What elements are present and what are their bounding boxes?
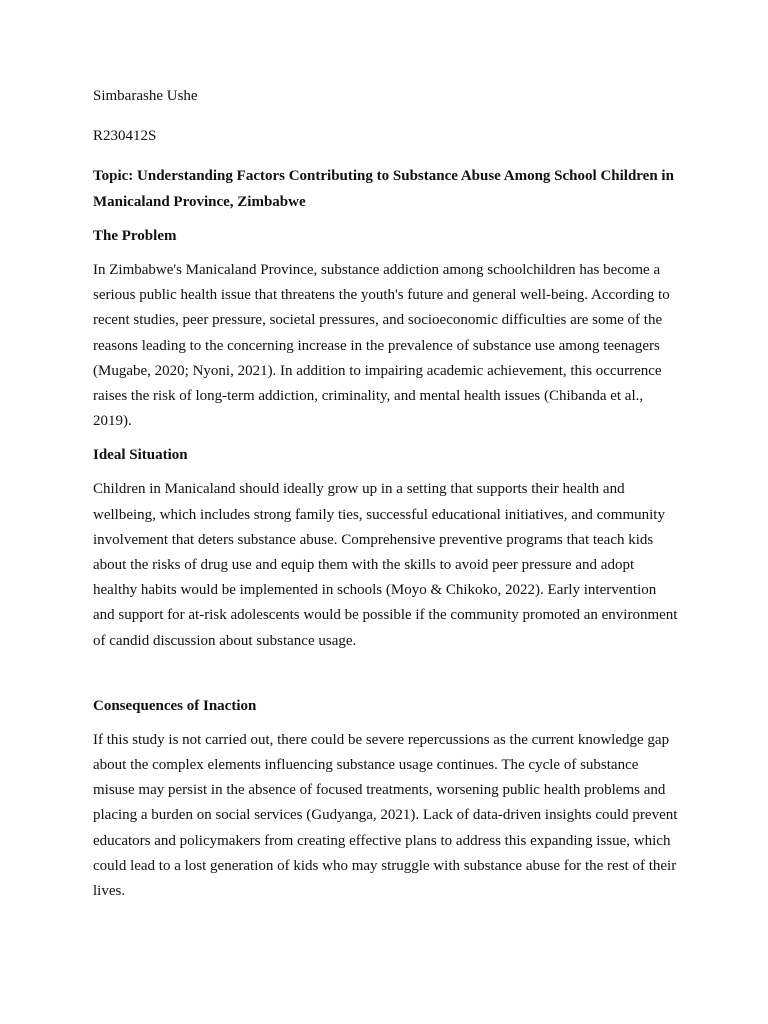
- author-name: Simbarashe Ushe: [93, 88, 198, 104]
- student-id: R230412S: [93, 128, 157, 144]
- section-body-ideal-situation: Children in Manicaland should ideally grow up in a setting that supports their health and wellbeing, which includes strong family ties, successful educational initiatives, and community involvement that deters substance abuse. Comprehensive preventive programs that teach kids about the risks of drug use and equip them with the skills to avoid peer pressure and adopt healthy habits would be implemented in schools (Moyo & Chikoko, 2022). Early intervention and support for at-risk adolescents would be possible if the community promoted an environment of candid discussion about substance usage.: [93, 481, 678, 649]
- section-heading-ideal-situation: Ideal Situation: [93, 447, 188, 464]
- topic-title: Topic: Understanding Factors Contributing to Substance Abuse Among School Children in Manicaland Province, Zimbabwe: [93, 168, 674, 210]
- section-body-consequences: If this study is not carried out, there could be severe repercussions as the current knowledge gap about the complex elements influencing substance usage continues. The cycle of substance misuse may persist in the absence of focused treatments, worsening public health problems and placing a burden on social services (Gudyanga, 2021). Lack of data-driven insights could prevent educators and policymakers from creating effective plans to address this expanding issue, which could lead to a lost generation of kids who may struggle with substance abuse for the rest of their lives.: [93, 731, 678, 900]
- section-heading-problem: The Problem: [93, 228, 177, 244]
- section-body-problem: In Zimbabwe's Manicaland Province, substance addiction among schoolchildren has become a serious public health issue that threatens the youth's future and general well-being. According to recent studies, peer pressure, societal pressures, and socioeconomic difficulties are some of the reasons leading to the concerning increase in the prevalence of substance use among teenagers (Mugabe, 2020; Nyoni, 2021). In addition to impairing academic achievement, this occurrence raises the risk of long-term addiction, criminality, and mental health issues (Chibanda et al., 2019).: [93, 262, 670, 430]
- section-heading-consequences: Consequences of Inaction: [93, 697, 257, 714]
- document-body: [93, 84, 678, 913]
- paragraph-spacer: [93, 663, 678, 694]
